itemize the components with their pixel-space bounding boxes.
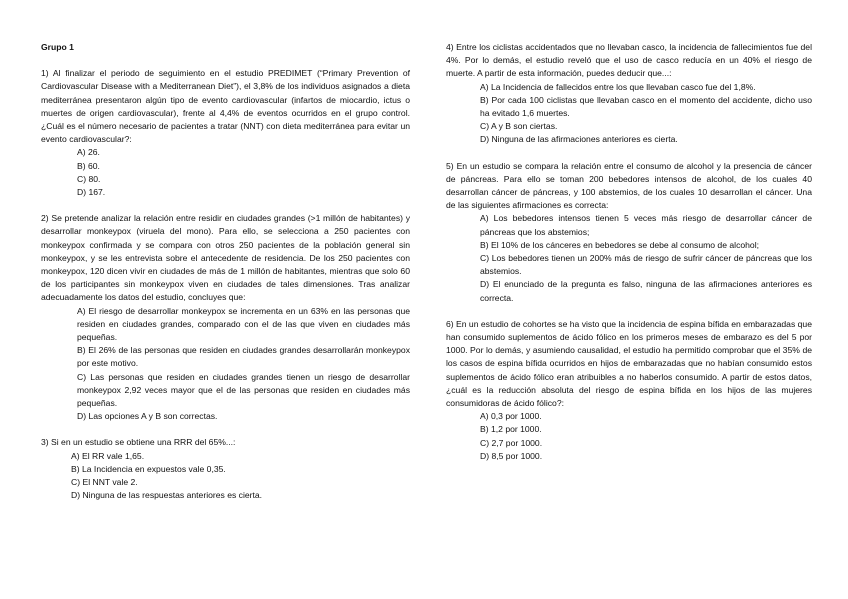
answer-options xyxy=(446,81,812,147)
option-a: A) 26. xyxy=(77,147,100,158)
option-d: D) 167. xyxy=(77,187,106,198)
question-3 xyxy=(41,436,410,502)
option-b: B) El 26% de las personas que residen en ciudades grandes desarrollarán monkeypox por este motivo. xyxy=(77,345,410,369)
option-a: A) Los bebedores intensos tienen 5 veces más riesgo de desarrollar cáncer de páncreas que los abstemios; xyxy=(480,213,812,237)
option-b: B) El 10% de los cánceres en bebedores se debe al consumo de alcohol; xyxy=(480,239,759,250)
left-column xyxy=(41,41,410,516)
answer-options xyxy=(446,410,812,463)
option-b: B) La Incidencia en expuestos vale 0,35. xyxy=(71,463,226,474)
question-text: 4) Entre los ciclistas accidentados que no llevaban casco, la incidencia de fallecimientos fue del 4%. Por lo demás, el estudio reveló que el uso de casco reducía en un 40% el riesgo de muerte. A partir de esta información, puedes deducir que...: xyxy=(446,42,812,79)
option-a: A) 0,3 por 1000. xyxy=(480,411,542,422)
option-d: D) Ninguna de las afirmaciones anteriores es cierta. xyxy=(480,134,678,145)
option-c: C) 80. xyxy=(77,173,101,184)
option-d: D) Las opciones A y B son correctas. xyxy=(77,411,218,422)
option-d: D) Ninguna de las respuestas anteriores es cierta. xyxy=(71,490,263,501)
option-a: A) La Incidencia de fallecidos entre los que llevaban casco fue del 1,8%. xyxy=(480,81,756,92)
option-c: C) El NNT vale 2. xyxy=(71,477,138,488)
option-c: C) Las personas que residen en ciudades grandes tienen un riesgo de desarrollar monkeypox 2,92 veces mayor que el de las personas que residen en ciudades más pequeñas. xyxy=(77,371,410,409)
option-c: C) A y B son ciertas. xyxy=(480,121,558,132)
question-5 xyxy=(446,160,812,305)
question-4 xyxy=(446,41,812,147)
group-title: Grupo 1 xyxy=(41,42,74,52)
option-d: D) 8,5 por 1000. xyxy=(480,450,543,461)
option-b: B) 1,2 por 1000. xyxy=(480,424,542,435)
question-text: 3) Si en un estudio se obtiene una RRR del 65%...: xyxy=(41,437,236,448)
option-c: C) 2,7 por 1000. xyxy=(480,437,543,448)
option-b: B) 60. xyxy=(77,160,100,171)
option-a: A) El RR vale 1,65. xyxy=(71,450,145,461)
answer-options xyxy=(41,305,410,424)
answer-options xyxy=(41,146,410,199)
option-d: D) El enunciado de la pregunta es falso, ninguna de las afirmaciones anteriores es correcta. xyxy=(480,279,812,303)
right-column xyxy=(446,41,812,476)
question-1 xyxy=(41,67,410,199)
question-text: 6) En un estudio de cohortes se ha visto que la incidencia de espina bífida en embarazadas que han consumido suplementos de ácido fólico en los primeros meses de embarazo es del 5 por 1000. Por lo demás, y asumiendo causalidad, el estudio ha permitido comprobar que el 35% de los casos de espina bífida ocurridos en hijos de embarazadas que no habían consumido estos suplementos de ácido fólico eran atribuibles a no haberlos consumido. A partir de estos datos, ¿cuál es la reducción absoluta del riesgo de espina bífida en los hijos de las mujeres consumidoras de ácido fólico?: xyxy=(446,318,812,409)
question-text: 2) Se pretende analizar la relación entre residir en ciudades grandes (>1 millón de habitantes) y desarrollar monkeypox (viruela del mono). Para ello, se selecciona a 250 pacientes con monkeypox confirmada y se compara con otros 250 pacientes de la población general sin monkeypox, y se les entrevista sobre el antecedente de residencia. De los 250 pacientes con monkeypox, 120 dicen vivir en ciudades de más de 1 millón de habitantes, mientras que solo 60 de los participantes sin monkeypox viven en ciudades de tales dimensiones. Tras analizar adecuadamente los datos del estudio, concluyes que: xyxy=(41,213,410,303)
question-2 xyxy=(41,212,410,423)
question-text: 1) Al finalizar el periodo de seguimiento en el estudio PREDIMET (“Primary Prevention of Cardiovascular Disease with a Mediterranean Diet”), el 3,8% de los individuos asignados a dieta mediterránea presentaron algún tipo de evento cardiovascular (infartos de miocardio, ictus o muertes de origen cardiovascular), frente al 4,4% de eventos ocurridos en el grupo control. ¿Cuál es el número necesario de pacientes a tratar (NNT) con dieta mediterránea para evitar un evento cardiovascular?: xyxy=(41,68,410,145)
option-b: B) Por cada 100 ciclistas que llevaban casco en el momento del accidente, dicho uso ha evitado 1,6 muertes. xyxy=(480,94,812,119)
option-c: C) Los bebedores tienen un 200% más de riesgo de sufrir cáncer de páncreas que los abstemios. xyxy=(480,253,812,277)
option-a: A) El riesgo de desarrollar monkeypox se incrementa en un 63% en las personas que residen en ciudades grandes, comparado con el de las que viven en ciudades más pequeñas. xyxy=(77,305,410,343)
question-6 xyxy=(446,318,812,463)
answer-options xyxy=(41,450,410,503)
question-text: 5) En un estudio se compara la relación entre el consumo de alcohol y la presencia de cáncer de páncreas. Para ello se toman 200 bebedores intensos de alcohol, de los cuales 40 desarrollan cáncer de páncreas, y 100 abstemios, de los cuales 10 desarrollan el cáncer. Una de las siguientes afirmaciones es correcta: xyxy=(446,160,812,211)
answer-options xyxy=(446,212,812,304)
